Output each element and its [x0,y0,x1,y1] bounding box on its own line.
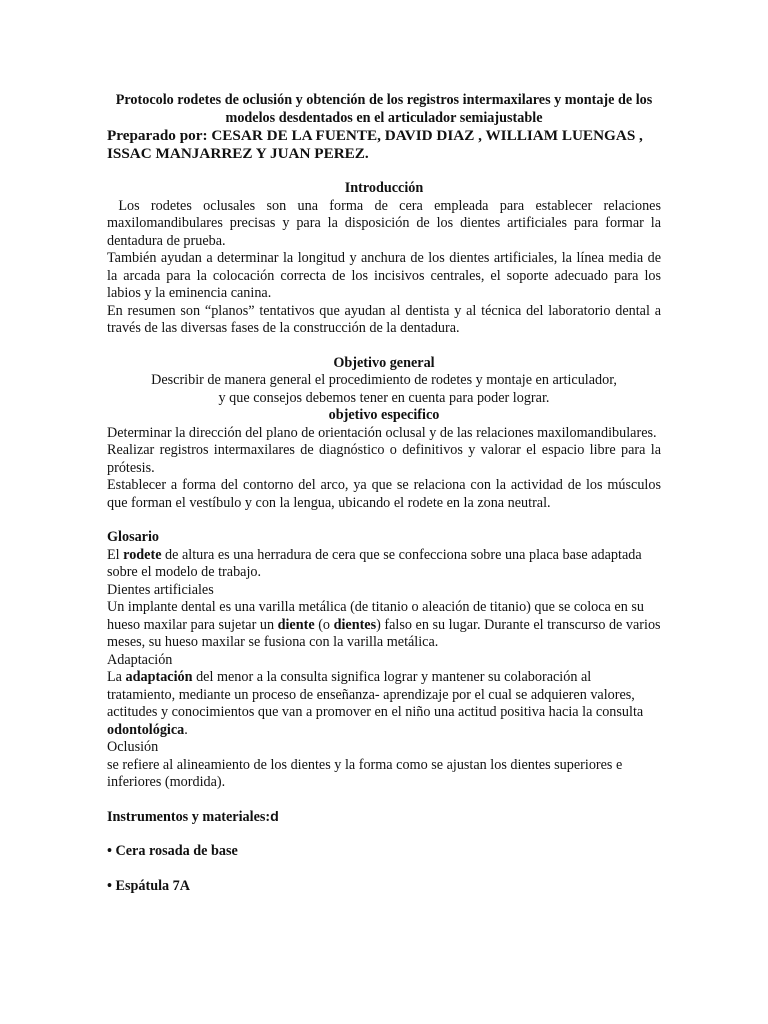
general-objective-heading: Objetivo general [333,354,435,371]
spacer [107,861,661,878]
document-title: Protocolo rodetes de oclusión y obtención de los registros intermaxilares y montaje de los modelos desdentados en el articulador semiajustable [115,92,653,126]
glossary-oclusion-definition: se refiere al alineamiento de los dientes y la forma como se ajustan los dientes superiores e inferiores (mordida). [107,756,623,790]
specific-objective-paragraph-3: Establecer a forma del contorno del arco, ya que se relaciona con la actividad de los músculos que forman el vestíbulo y con la lengua, ubicando el rodete en la zona neutral. [107,477,661,511]
glossary-adaptacion-heading: Adaptación [107,651,173,668]
glossary-dientes-definition: Un implante dental es una varilla metálica (de titanio o aleación de titanio) que se coloca en su hueso maxilar para sujetar un diente (o dientes) falso en su lugar. Durante el transcurso de varios meses, su hueso maxilar se fusiona con la varilla metálica. [107,599,661,650]
glossary-rodete-definition: El rodete de altura es una herradura de cera que se confecciona sobre una placa base adaptada sobre el modelo de trabajo. [107,546,642,580]
glossary-dientes-heading: Dientes artificiales [107,581,214,598]
specific-objective-paragraph-2: Realizar registros intermaxilares de diagnóstico o definitivos y valorar el espacio libre para la prótesis. [107,442,661,476]
specific-objective-paragraph-1: Determinar la dirección del plano de orientación oclusal y de las relaciones maxilomandibulares. [107,424,657,441]
glossary-oclusion-heading: Oclusión [107,739,159,755]
document-page [107,92,665,895]
spacer [107,826,661,843]
spacer [107,512,661,529]
authors-line: Preparado por: CESAR DE LA FUENTE, DAVID DIAZ , WILLIAM LUENGAS , ISSAC MANJARREZ Y JUAN PEREZ. [107,127,643,162]
materials-item: • Espátula 7A [107,877,191,894]
materials-item: • Cera rosada de base [107,843,238,859]
specific-objective-heading: objetivo especifico [328,407,440,423]
spacer [107,163,661,180]
spacer [107,792,661,809]
general-objective-text: Describir de manera general el procedimiento de rodetes y montaje en articulador, y que consejos debemos tener en cuenta para poder lograr. [151,372,617,406]
spacer [107,338,661,355]
materials-heading: Instrumentos y materiales:d [107,808,279,825]
intro-paragraph-1: Los rodetes oclusales son una forma de cera empleada para establecer relaciones maxilomandibulares precisas y para la disposición de los dientes artificiales para formar la dentadura de prueba. [107,197,665,249]
intro-paragraph-3: En resumen son “planos” tentativos que ayudan al dentista y al técnica del laboratorio dental a través de las diversas fases de la construcción de la dentadura. [107,302,661,336]
glossary-heading: Glosario [107,529,160,545]
intro-heading: Introducción [344,180,424,196]
glossary-adaptacion-definition: La adaptación del menor a la consulta significa lograr y mantener su colaboración al tratamiento, mediante un proceso de enseñanza- aprendizaje por el cual se adquieren valores, actitudes y conocimientos que van a promover en el niño una actitud positiva hacia la consulta odontológica. [107,669,644,738]
intro-paragraph-2: También ayudan a determinar la longitud y anchura de los dientes artificiales, la línea media de la arcada para la colocación correcta de los incisivos centrales, el soporte adecuado para los labios y la eminencia canina. [107,250,661,301]
